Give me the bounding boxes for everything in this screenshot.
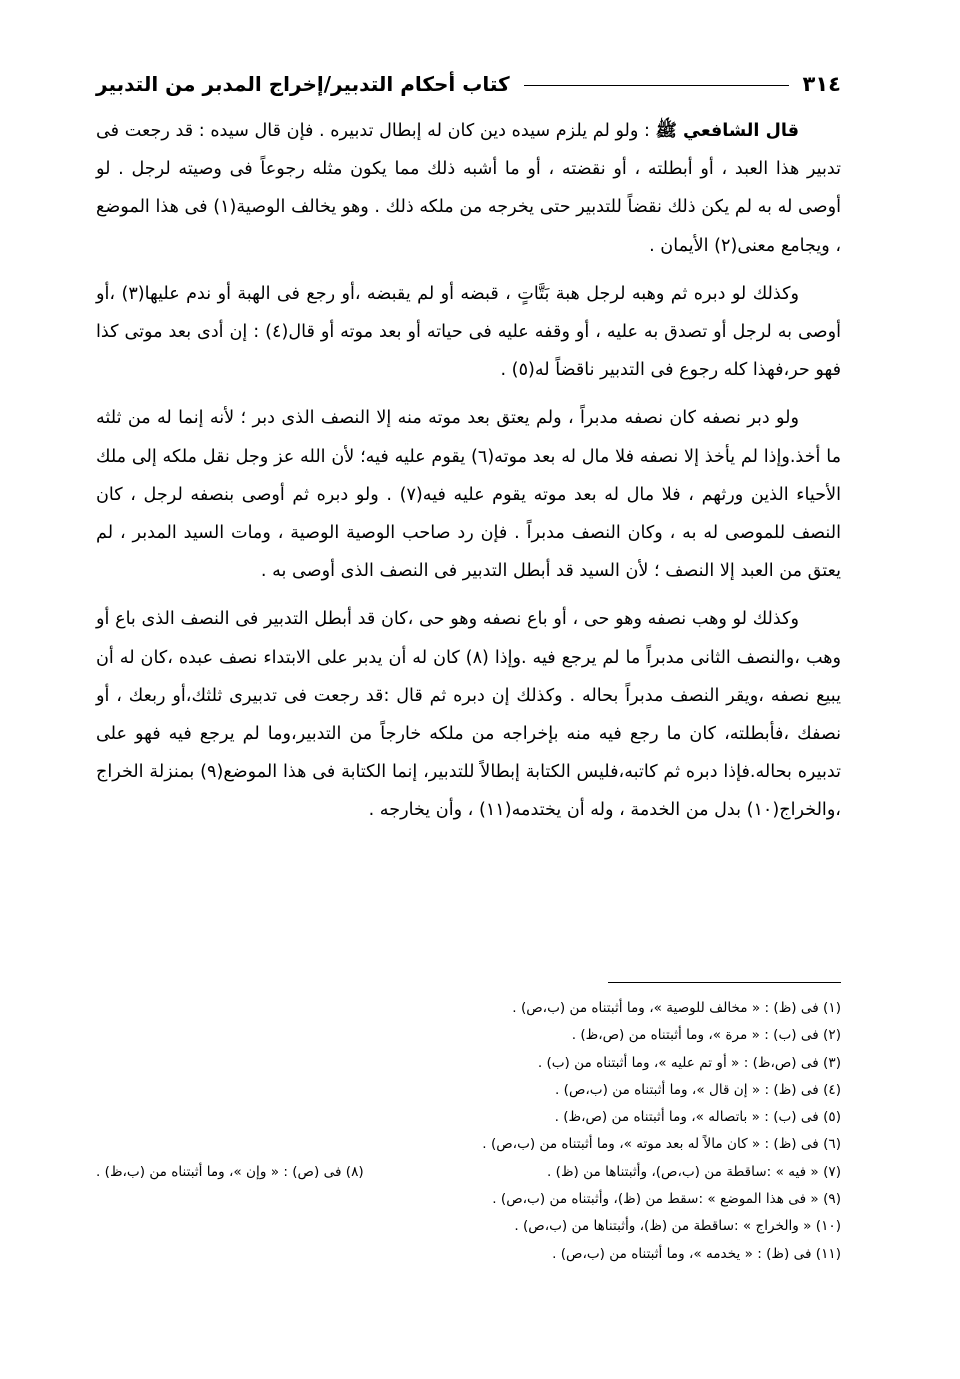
footnote: (٨) فى (ص) : « وإن »، وما أثبتناه من (ب،ظ) . [96,1163,364,1180]
body-text [96,112,841,840]
footnote: (١٠) « والخراج » :ساقطة من (ظ)، وأثبتناها من (ب،ص) . [514,1218,841,1235]
running-title: كتاب أحكام التدبير/إخراج المدبر من التدبير [96,72,510,96]
paragraph [96,112,841,265]
paragraph-text: : ولو لم يلزم سيده دين كان له إبطال تدبيره . فإن قال سيده : قد رجعت فى تدبير هذا العبد ، أو أبطلته ، أو نقضته ، أو ما أشبه ذلك مما يكون مثله رجوعاً فى وصيته لرجل . لو أوصى له به لم يكن ذلك نقضاً للتدبير حتى يخرجه من ملكه ذلك . وهو يخالف الوصية(١) فى هذا الموضع ، ويجامع معنى(٢) الأيمان . [96,121,841,256]
paragraph [96,600,841,829]
footnotes [96,995,841,1268]
paragraph-lead: قال الشافعي ﷺ [655,121,799,141]
paragraph [96,275,841,390]
page-number: ٣١٤ [802,72,841,96]
footnote: (٢) فى (ب) : « مرة »، وما أثبتناه من (ص،ظ) . [571,1027,841,1044]
paragraph [96,399,841,590]
footnote: (٥) فى (ب) : « باتصاله »، وما أثبتناه من (ص،ظ) . [554,1109,841,1126]
footnote: (٦) فى (ظ) : « كان مالاً له بعد موته »، وما أثبتناه من (ب،ص) . [482,1136,841,1153]
footnote: (١) فى (ظ) : « مخالف للوصية »، وما أثبتناه من (ب،ص) . [512,1000,841,1016]
page-header [96,62,841,96]
paragraph-text: وكذلك لو دبره ثم وهبه لرجل هبة بَتَّاتٍ ، قبضه أو لم يقبضه ،أو رجع فى الهبة أو ندم عليها(٣) ،أو أوصى به لرجل أو تصدق به عليه ، أو وقفه عليه فى حياته أو بعد موته أو قال(٤) : إن أدى بعد موتى كذا فهو حر،فهذا كله رجوع فى التدبير ناقضاً له(٥) . [96,283,841,381]
paragraph-text: وكذلك لو وهب نصفه وهو حى ، أو باع نصفه وهو حى ،كان قد أبطل التدبير فى النصف الذى باع أو وهب ،والنصف الثانى مدبراً ما لم يرجع فيه .وإذا (٨) كان له أن يدبر على الابتداء نصف عبده ،كان له أن يبيع نصفه ،ويقر النصف مدبراً بحاله . وكذلك إن دبره ثم قال :قد رجعت فى تدبيرى ثلثك،أو ربعك ، أو نصفك ،فأبطلته، كان ما رجع فيه منه بإخراجه من ملكه خارجاً من التدبير،وما لم يرجع فيه فهو على تدبيره بحاله.فإذا دبره ثم كاتبه،فليس الكتابة إبطالاً للتدبير، إنما الكتابة فى هذا الموضع(٩) بمنزلة الخراج ،والخراج(١٠) بدل من الخدمة ، وله أن يختدمه(١١) ، وأن يخارجه . [96,609,841,821]
footnote: (٩) « فى هذا الموضع » :سقط من (ظ)، وأثبتناه من (ب،ص) . [492,1191,841,1208]
footnote: (١١) فى (ظ) : « يخدمه »، وما أثبتناه من (ب،ص) . [552,1245,841,1262]
footnote: (٣) فى (ص،ظ) : « أو تم عليه »، وما أثبتناه من (ب) . [537,1054,841,1071]
paragraph-text: ولو دبر نصفه كان نصفه مدبراً ، ولم يعتق بعد موته منه إلا النصف الذى دبر ؛ لأنه إنما له من ثلثه ما أخذ.وإذا لم يأخذ إلا نصفه فلا مال له بعد موته(٦) يقوم عليه فيه؛ لأن الله عز وجل نقل ملكه إلى ملك الأحياء الذين ورثهم ، فلا مال له بعد موته يقوم عليه فيه(٧) . ولو دبره ثم أوصى بنصفه لرجل ، كان النصف للموصى له به ، وكان النصف مدبراً . فإن رد صاحب الوصية الوصية ، ومات السيد المدبر ، لم يعتق من العبد إلا النصف ؛ لأن السيد قد أبطل التدبير فى النصف الذى أوصى به . [96,408,841,582]
footnote-row [96,1159,841,1186]
footnote: (٤) فى (ظ) : « إن قال »، وما أثبتناه من (ب،ص) . [555,1081,841,1098]
footnote: (٧) « فيه » :ساقطة من (ب،ص)، وأثبتناها من (ظ) . [547,1163,841,1180]
header-rule [524,85,789,86]
footnote-divider [608,982,841,983]
